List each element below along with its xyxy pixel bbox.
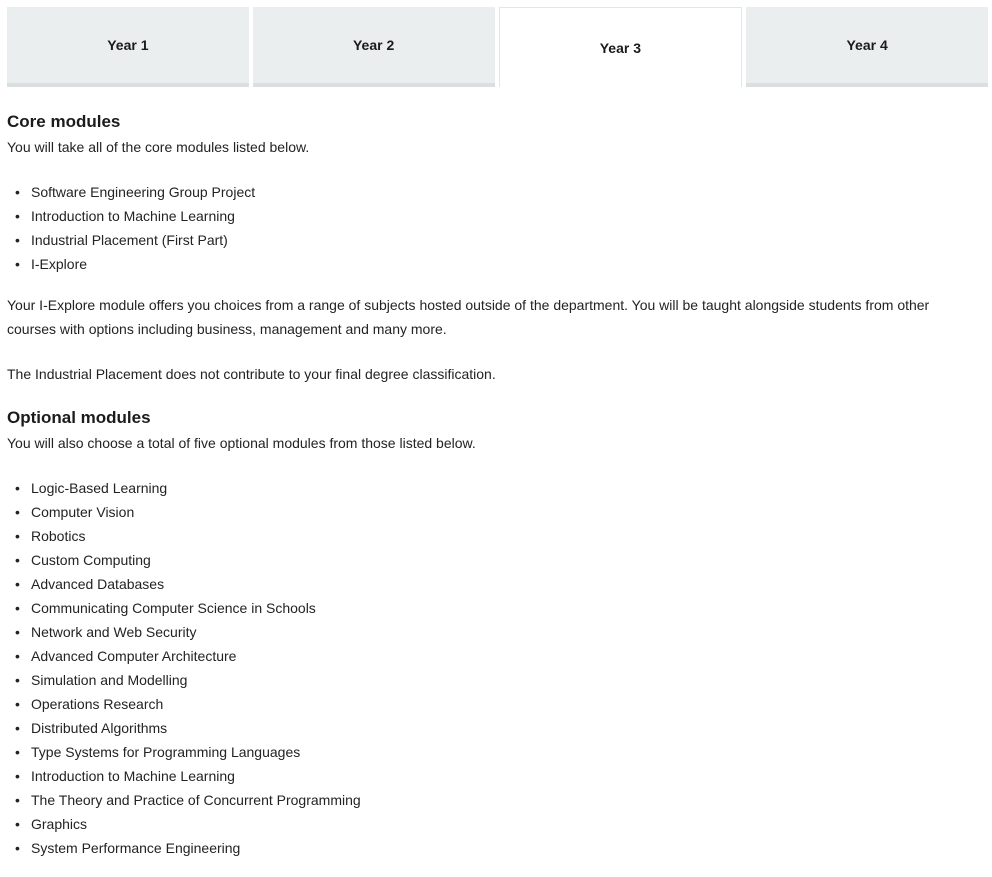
tab-year-1[interactable] [7, 7, 249, 87]
list-item: • Distributed Algorithms [31, 716, 982, 740]
list-item: • Introduction to Machine Learning [31, 764, 982, 788]
list-item: • Robotics [31, 524, 982, 548]
list-item: • Operations Research [31, 692, 982, 716]
placement-paragraph: The Industrial Placement does not contribute to your final degree classification. [7, 366, 496, 382]
optional-modules-list [7, 476, 982, 860]
list-item: • Network and Web Security [31, 620, 982, 644]
list-item: • The Theory and Practice of Concurrent Programming [31, 788, 982, 812]
tab-label: Year 4 [846, 37, 888, 53]
list-item: • Type Systems for Programming Languages [31, 740, 982, 764]
core-modules-intro: You will take all of the core modules listed below. [7, 139, 310, 155]
list-item: • Software Engineering Group Project [31, 180, 982, 204]
list-item: • System Performance Engineering [31, 836, 982, 860]
list-item: • Introduction to Machine Learning [31, 204, 982, 228]
list-item: • Advanced Databases [31, 572, 982, 596]
i-explore-paragraph: Your I-Explore module offers you choices from a range of subjects hosted outside of the department. You will be taught alongside students from other courses with options including business, management and many more. [7, 297, 930, 337]
list-item: • Logic-Based Learning [31, 476, 982, 500]
tab-label: Year 3 [599, 39, 641, 56]
list-item: • Advanced Computer Architecture [31, 644, 982, 668]
year-tabs [7, 7, 988, 87]
list-item: • Simulation and Modelling [31, 668, 982, 692]
list-item: • Industrial Placement (First Part) [31, 228, 982, 252]
optional-modules-heading: Optional modules [7, 408, 151, 427]
list-item: • Communicating Computer Science in Schools [31, 596, 982, 620]
list-item: • Computer Vision [31, 500, 982, 524]
optional-modules-intro: You will also choose a total of five optional modules from those listed below. [7, 435, 476, 451]
core-modules-list [7, 180, 982, 276]
core-modules-heading: Core modules [7, 112, 121, 131]
tab-year-2[interactable] [253, 7, 495, 87]
tab-panel-year-3 [7, 102, 982, 877]
tab-label: Year 2 [352, 37, 395, 53]
tab-year-4[interactable] [746, 7, 988, 87]
list-item: • I-Explore [31, 252, 982, 276]
tab-label: Year 1 [107, 37, 149, 53]
tab-year-3[interactable] [499, 7, 743, 87]
list-item: • Custom Computing [31, 548, 982, 572]
list-item: • Graphics [31, 812, 982, 836]
